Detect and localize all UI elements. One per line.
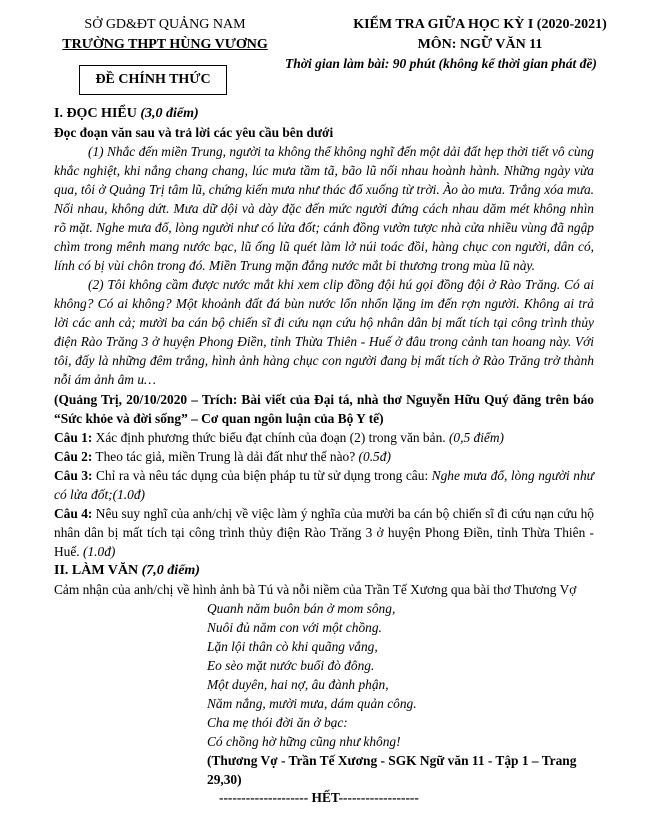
poem-line: Quanh năm buôn bán ở mom sông, xyxy=(207,601,396,616)
question-1: Câu 1: Xác định phương thức biểu đạt chính của đoạn (2) trong văn bản. (0,5 điểm) xyxy=(54,430,505,445)
poem-source-cont: 29,30) xyxy=(207,772,242,787)
poem-line: Có chồng hờ hững cũng như không! xyxy=(207,734,401,749)
poem-line: Một duyên, hai nợ, âu đành phận, xyxy=(207,677,389,692)
passage-line: chìm trong mênh mang nước bạc, lũ ống lũ quét làm lở núi toác đồi, hàng chục con người, dân có, xyxy=(54,239,594,254)
passage-line: lính có bị vùi chôn trong đó. Miền Trung mặn đắng nước mắt bi thương trong mùa lũ này. xyxy=(54,258,535,273)
passage-line: khắc nghiệt, khi nắng chang chang, lúc mưa tầm tã, bão lũ nối nhau hoành hành. Những ngày vừa xyxy=(54,163,594,178)
passage-line: (1) Nhắc đến miền Trung, người ta không thể không nghĩ đến một dải đất hẹp thời tiết vô cùng xyxy=(88,144,594,159)
writing-prompt: Cảm nhận của anh/chị về hình ảnh bà Tú và nỗi niềm của Trần Tế Xương qua bài thơ Thương Vợ xyxy=(54,582,577,597)
passage-line: lời các anh cả; mười ba cán bộ chiến sĩ đi cứu nạn cứu hộ nhân dân bị mất tích tại công trình thủy xyxy=(54,315,594,330)
end-mark: -------------------- HẾT------------------ xyxy=(219,790,419,805)
source-line: (Quảng Trị, 20/10/2020 – Trích: Bài viết của Đại tá, nhà thơ Nguyễn Hữu Quý đăng trên báo xyxy=(54,392,594,407)
passage-line: nỗi ám ảnh âm u… xyxy=(54,372,156,387)
passage-line: qua, tôi ở Quảng Trị tâm lũ, chứng kiến mưa như thác đổ xuống từ trời. Ào ào mưa. Trắng xóa mưa. xyxy=(54,182,594,197)
passage-line: tôi, đấy là những đêm trắng, hình ảnh hàng chục con người đang bị mất tích ở Rào Trăng trở thành xyxy=(54,353,594,368)
question-4-cont: nhân dân bị mất tích tại công trình thủy điện Rào Trăng 3 ở huyện Phong Điền, tỉnh Thừa Thiên - xyxy=(54,525,594,540)
poem-line: Năm nắng, mười mưa, dám quản công. xyxy=(207,696,417,711)
source-line: “Sức khỏe và đời sống” – Cơ quan ngôn luận của Bộ Y tế) xyxy=(54,411,384,426)
passage-line: rõ mặt. Nghe mưa đổ, lòng người như có lửa đốt; cánh đồng vườn tược nhà cửa nhiều vùng đã ngập xyxy=(54,220,594,235)
ministry-name: SỞ GD&ĐT QUẢNG NAM xyxy=(84,17,246,32)
passage-line: điện Rào Trăng 3 ở huyện Phong Điền, tỉnh Thừa Thiên - Huế ở đâu trong cảnh tan hoang này. Với xyxy=(54,334,594,349)
poem-line: Nuôi đủ năm con với một chồng. xyxy=(207,620,382,635)
poem-line: Cha mẹ thói đời ăn ở bạc: xyxy=(207,715,348,730)
subject: MÔN: NGỮ VĂN 11 xyxy=(417,37,543,52)
passage-line: Nối nhau, không dứt. Mưa dữ dội và dày đặc đến mức người đứng cách nhau dăm mét không nhìn xyxy=(54,201,594,216)
question-3-cont: có lửa đốt;(1.0đ) xyxy=(54,487,145,502)
official-label: ĐỀ CHÍNH THỨC xyxy=(79,65,227,95)
poem-line: Lặn lội thân cò khi quãng vắng, xyxy=(207,639,378,654)
question-4-cont: Huế. (1.0đ) xyxy=(54,544,116,559)
section-title: II. LÀM VĂN (7,0 điểm) xyxy=(54,563,200,578)
question-2: Câu 2: Theo tác giả, miền Trung là dải đất như thế nào? (0.5đ) xyxy=(54,449,391,464)
poem-source: (Thương Vợ - Trần Tế Xương - SGK Ngữ văn 11 - Tập 1 – Trang xyxy=(207,753,577,768)
instruction: Đọc đoạn văn sau và trả lời các yêu cầu bên dưới xyxy=(54,125,334,140)
passage-line: không? Có ai không? Một khoảnh đất đá bùn nước lổn nhổn lặng im đến rợn người. Không ai trả xyxy=(54,296,594,311)
duration: Thời gian làm bài: 90 phút (không kể thời gian phát đề) xyxy=(285,56,597,71)
exam-title: KIỂM TRA GIỮA HỌC KỲ I (2020-2021) xyxy=(353,17,607,32)
school-name: TRƯỜNG THPT HÙNG VƯƠNG xyxy=(62,37,268,52)
section-title: I. ĐỌC HIỂU (3,0 điểm) xyxy=(54,106,199,121)
poem-line: Eo sèo mặt nước buổi đò đông. xyxy=(207,658,375,673)
question-4: Câu 4: Nêu suy nghĩ của anh/chị về việc làm ý nghĩa của mười ba cán bộ chiến sĩ đi cứu nạn cứu hộ xyxy=(54,506,594,521)
question-3: Câu 3: Chỉ ra và nêu tác dụng của biện pháp tu từ sử dụng trong câu: Nghe mưa đổ, lòng người như xyxy=(54,468,594,483)
passage-line: (2) Tôi không cầm được nước mắt khi xem clip đồng đội hú gọi đồng đội ở Rào Trăng. Có ai xyxy=(88,277,594,292)
